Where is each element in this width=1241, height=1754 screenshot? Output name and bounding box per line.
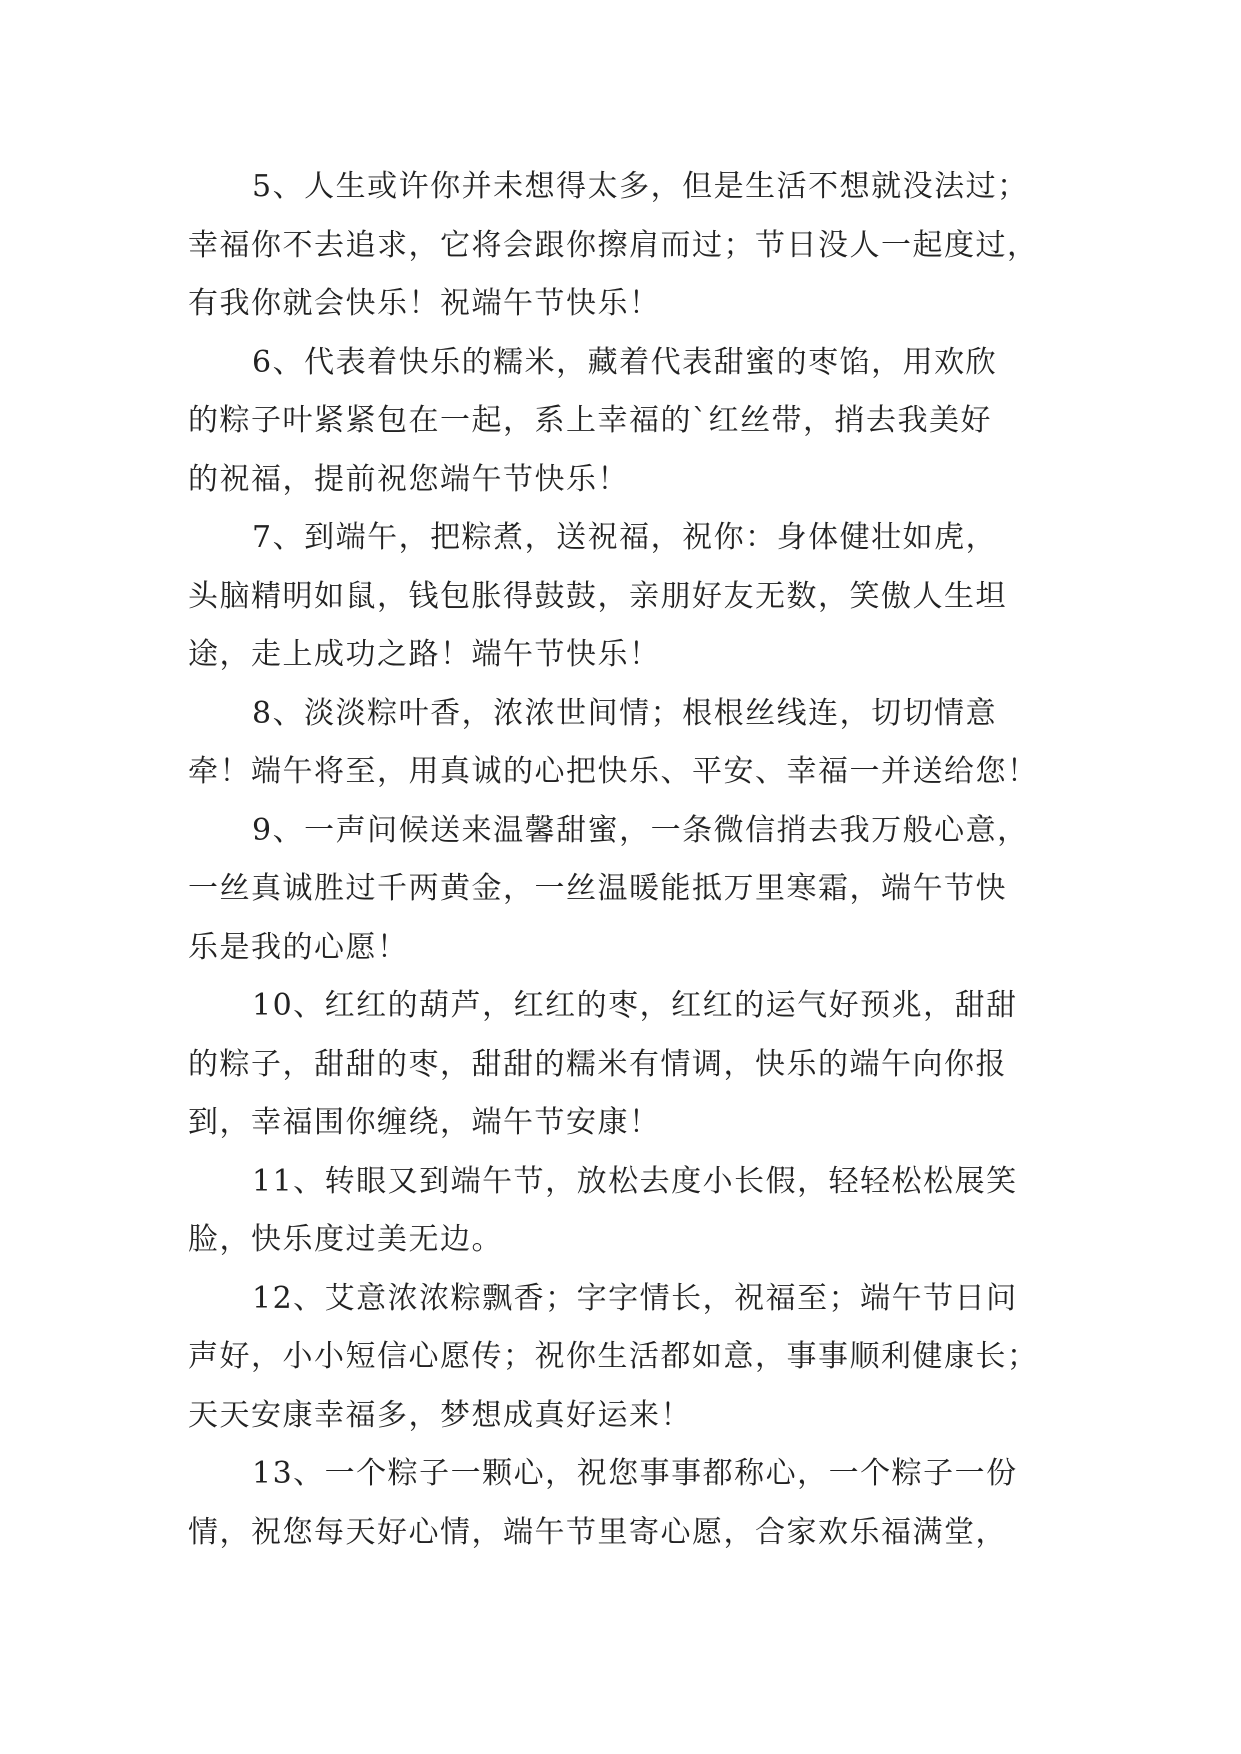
text-line: 的粽子叶紧紧包在一起，系上幸福的`红丝带，捎去我美好 [188,403,992,438]
text-line: 的粽子，甜甜的枣，甜甜的糯米有情调，快乐的端午向你报 [188,1046,1007,1082]
text-line: 一丝真诚胜过千两黄金，一丝温暖能抵万里寒霜，端午节快 [188,871,1007,906]
text-line: 12、艾意浓浓粽飘香；字字情长，祝福至；端午节日问 [252,1280,1018,1316]
text-line: 13、一个粽子一颗心，祝您事事都称心，一个粽子一份 [252,1456,1018,1491]
paragraph-6 [188,334,1058,510]
text-line: 9、一声问候送来温馨甜蜜，一条微信捎去我万般心意， [252,812,1029,848]
text-line: 幸福你不去追求，它将会跟你擦肩而过；节日没人一起度过， [188,227,1039,263]
paragraph-10 [188,977,1058,1153]
paragraph-12 [188,1270,1058,1446]
text-line: 途，走上成功之路！端午节快乐！ [188,637,661,672]
text-line: 天天安康幸福多，梦想成真好运来！ [188,1397,692,1433]
text-line: 的祝福，提前祝您端午节快乐！ [188,461,629,497]
paragraph-8 [188,685,1058,802]
text-line: 5、人生或许你并未想得太多，但是生活不想就没法过； [252,169,1029,204]
text-line: 情，祝您每天好心情，端午节里寄心愿，合家欢乐福满堂， [188,1514,1007,1550]
text-line: 10、红红的葫芦，红红的枣，红红的运气好预兆，甜甜 [252,988,1018,1023]
text-line: 头脑精明如鼠，钱包胀得鼓鼓，亲朋好友无数，笑傲人生坦 [188,578,1007,614]
text-line: 8、淡淡粽叶香，浓浓世间情；根根丝线连，切切情意 [252,695,998,731]
document-body [188,158,1058,1562]
text-line: 11、转眼又到端午节，放松去度小长假，轻轻松松展笑 [252,1163,1018,1199]
paragraph-5 [188,158,1058,334]
text-line: 有我你就会快乐！祝端午节快乐！ [188,286,661,321]
text-line: 脸，快乐度过美无边。 [188,1222,503,1257]
paragraph-13 [188,1445,1058,1562]
text-line: 乐是我的心愿！ [188,929,409,965]
text-line: 到，幸福围你缠绕，端午节安康！ [188,1105,661,1140]
paragraph-7 [188,509,1058,685]
text-line: 声好，小小短信心愿传；祝你生活都如意，事事顺利健康长； [188,1339,1039,1374]
text-line: 6、代表着快乐的糯米，藏着代表甜蜜的枣馅，用欢欣 [252,344,998,380]
paragraph-11 [188,1153,1058,1270]
text-line: 7、到端午，把粽煮，送祝福，祝你：身体健壮如虎， [252,520,998,555]
paragraph-9 [188,802,1058,978]
text-line: 牵！端午将至，用真诚的心把快乐、平安、幸福一并送给您！ [188,754,1039,789]
